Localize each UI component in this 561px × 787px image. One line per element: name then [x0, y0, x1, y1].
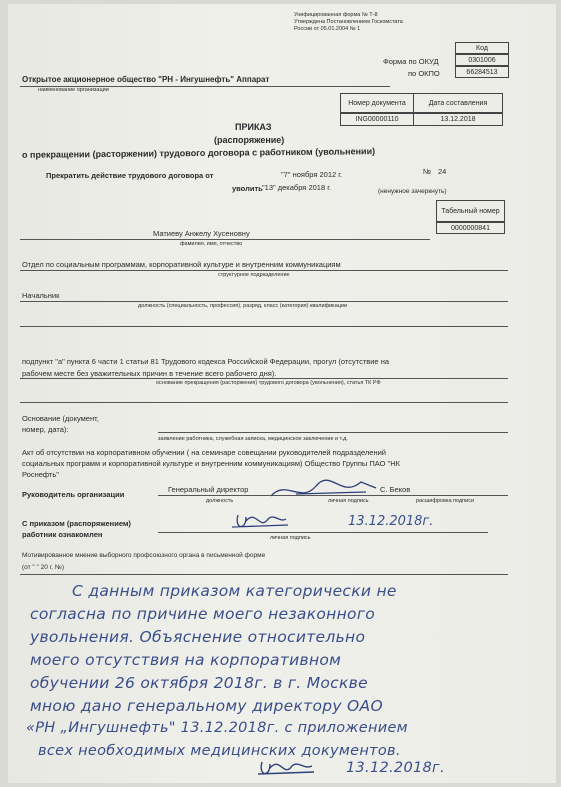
act-line-2: социальных программ и корпоративной культуре и внутренним коммуникациям) Общество Группы ПАО "НК — [22, 459, 400, 468]
okud-value: 0301006 — [455, 54, 509, 66]
head-position: Генеральный директор — [168, 485, 249, 494]
title-sub: (распоряжение) — [214, 135, 285, 145]
doc-number-value: ING00000110 — [340, 113, 414, 126]
okud-label: Форма по ОКУД — [383, 57, 439, 66]
motivated-line — [20, 574, 508, 575]
sign-caption: личная подпись — [328, 498, 369, 504]
code-header: Код — [455, 42, 509, 54]
name-line — [20, 239, 430, 240]
grounds-line-extra — [20, 402, 508, 403]
basis-label-2: номер, дата): — [22, 425, 69, 434]
terminate-label: Прекратить действие трудового договора от — [46, 171, 214, 180]
department-caption: структурное подразделение — [218, 272, 290, 278]
dismiss-date: "13" декабря 2018 г. — [262, 183, 332, 192]
form-line-3: России от 05.01.2004 № 1 — [294, 26, 361, 32]
handwritten-signature — [256, 756, 316, 782]
strike-note: (ненужное зачеркнуть) — [378, 188, 447, 195]
grounds-line-2: рабочем месте без уважительных причин в течение всего рабочего дня). — [22, 369, 277, 378]
position-sign-caption: должность — [206, 498, 234, 504]
grounds-caption: основание прекращения (расторжения) трудового договора (увольнения), статья ТК РФ — [156, 380, 381, 386]
handwritten-line-1: С данным приказом категорически не — [72, 582, 397, 600]
department-line — [20, 270, 508, 271]
organization-name: Открытое акционерное общество "РН - Ингушнефть" Аппарат — [22, 75, 270, 84]
okpo-value: 66284513 — [455, 66, 509, 78]
title-main: ПРИКАЗ — [235, 122, 272, 132]
grounds-line-1: подпункт "а" пункта 6 части 1 статьи 81 Трудового кодекса Российской Федерации, прогул (отсутствие на — [22, 357, 390, 366]
position: Начальник — [22, 291, 60, 300]
position-line — [20, 301, 508, 302]
title-desc: о прекращении (расторжении) трудового договора с работником (увольнении) — [21, 146, 376, 160]
doc-date-value: 13.12.2018 — [413, 113, 503, 126]
basis-label-1: Основание (документ, — [22, 414, 99, 423]
contract-number-label: № — [423, 167, 432, 176]
handwritten-date: 13.12.2018г. — [346, 760, 445, 776]
head-label: Руководитель организации — [22, 490, 125, 499]
form-line-1: Унифицированная форма № Т-8 — [294, 12, 378, 18]
motivated-date: (от " " 20 г. №) — [22, 564, 65, 571]
act-line-3: Роснефть" — [22, 470, 59, 479]
handwritten-line-4: моего отсутствия на корпоративном — [30, 651, 342, 669]
document-page — [8, 4, 556, 783]
handwritten-line-5: обучении 26 октября 2018г. в г. Москве — [30, 674, 368, 692]
terminate-date: "7" ноября 2012 г. — [281, 170, 343, 179]
act-line-1: Акт об отсутствии на корпоративном обучении ( на семинаре совещании руководителей подразделений — [22, 448, 386, 457]
position-line-2 — [20, 326, 508, 327]
familiar-sign-line — [158, 532, 488, 533]
familiar-label-1: С приказом (распоряжением) — [22, 519, 131, 528]
handwritten-line-6: мною дано генеральному директору ОАО — [30, 697, 383, 715]
employee-signature — [230, 507, 290, 535]
employee-name-caption: фамилия, имя, отчество — [180, 241, 243, 247]
tab-number-header: Табельный номер — [436, 200, 505, 222]
handwritten-line-7: «РН „Ингушнефть" 13.12.2018г. с приложением — [26, 720, 408, 736]
form-line-2: Утверждена Постановлением Госкомстата — [294, 19, 403, 25]
basis-caption: заявление работника, служебная записка, медицинское заключение и т.д. — [158, 436, 348, 442]
department: Отдел по социальным программам, корпоративной культуре и внутренним коммуникациям — [22, 260, 341, 269]
handwritten-line-3: увольнения. Объяснение относительно — [30, 628, 366, 646]
position-caption: должность (специальность, профессия), разряд, класс (категория) квалификации — [138, 303, 348, 309]
employee-name: Матиеву Анжелу Хусеновну — [153, 229, 250, 238]
familiar-sign-caption: личная подпись — [270, 535, 311, 541]
contract-number-value: 24 — [438, 167, 447, 176]
dismiss-label: уволить — [232, 184, 263, 193]
motivated-label: Мотивированное мнение выборного профсоюзного органа в письменной форме — [22, 552, 266, 559]
decoding-caption: расшифровка подписи — [416, 498, 475, 504]
organization-caption: наименование организации — [38, 87, 109, 93]
grounds-line — [20, 378, 508, 379]
tab-number-value: 0000000841 — [436, 222, 505, 234]
head-name: С. Беков — [380, 485, 411, 494]
doc-date-header: Дата составления — [413, 93, 503, 113]
familiar-label-2: работник ознакомлен — [22, 530, 103, 539]
doc-number-header: Номер документа — [340, 93, 414, 113]
okpo-label: по ОКПО — [408, 69, 440, 78]
handwritten-line-8: всех необходимых медицинских документов. — [38, 743, 401, 759]
familiar-date: 13.12.2018г. — [348, 514, 434, 529]
basis-line — [158, 432, 508, 433]
handwritten-line-2: согласна по причине моего незаконного — [30, 605, 376, 623]
